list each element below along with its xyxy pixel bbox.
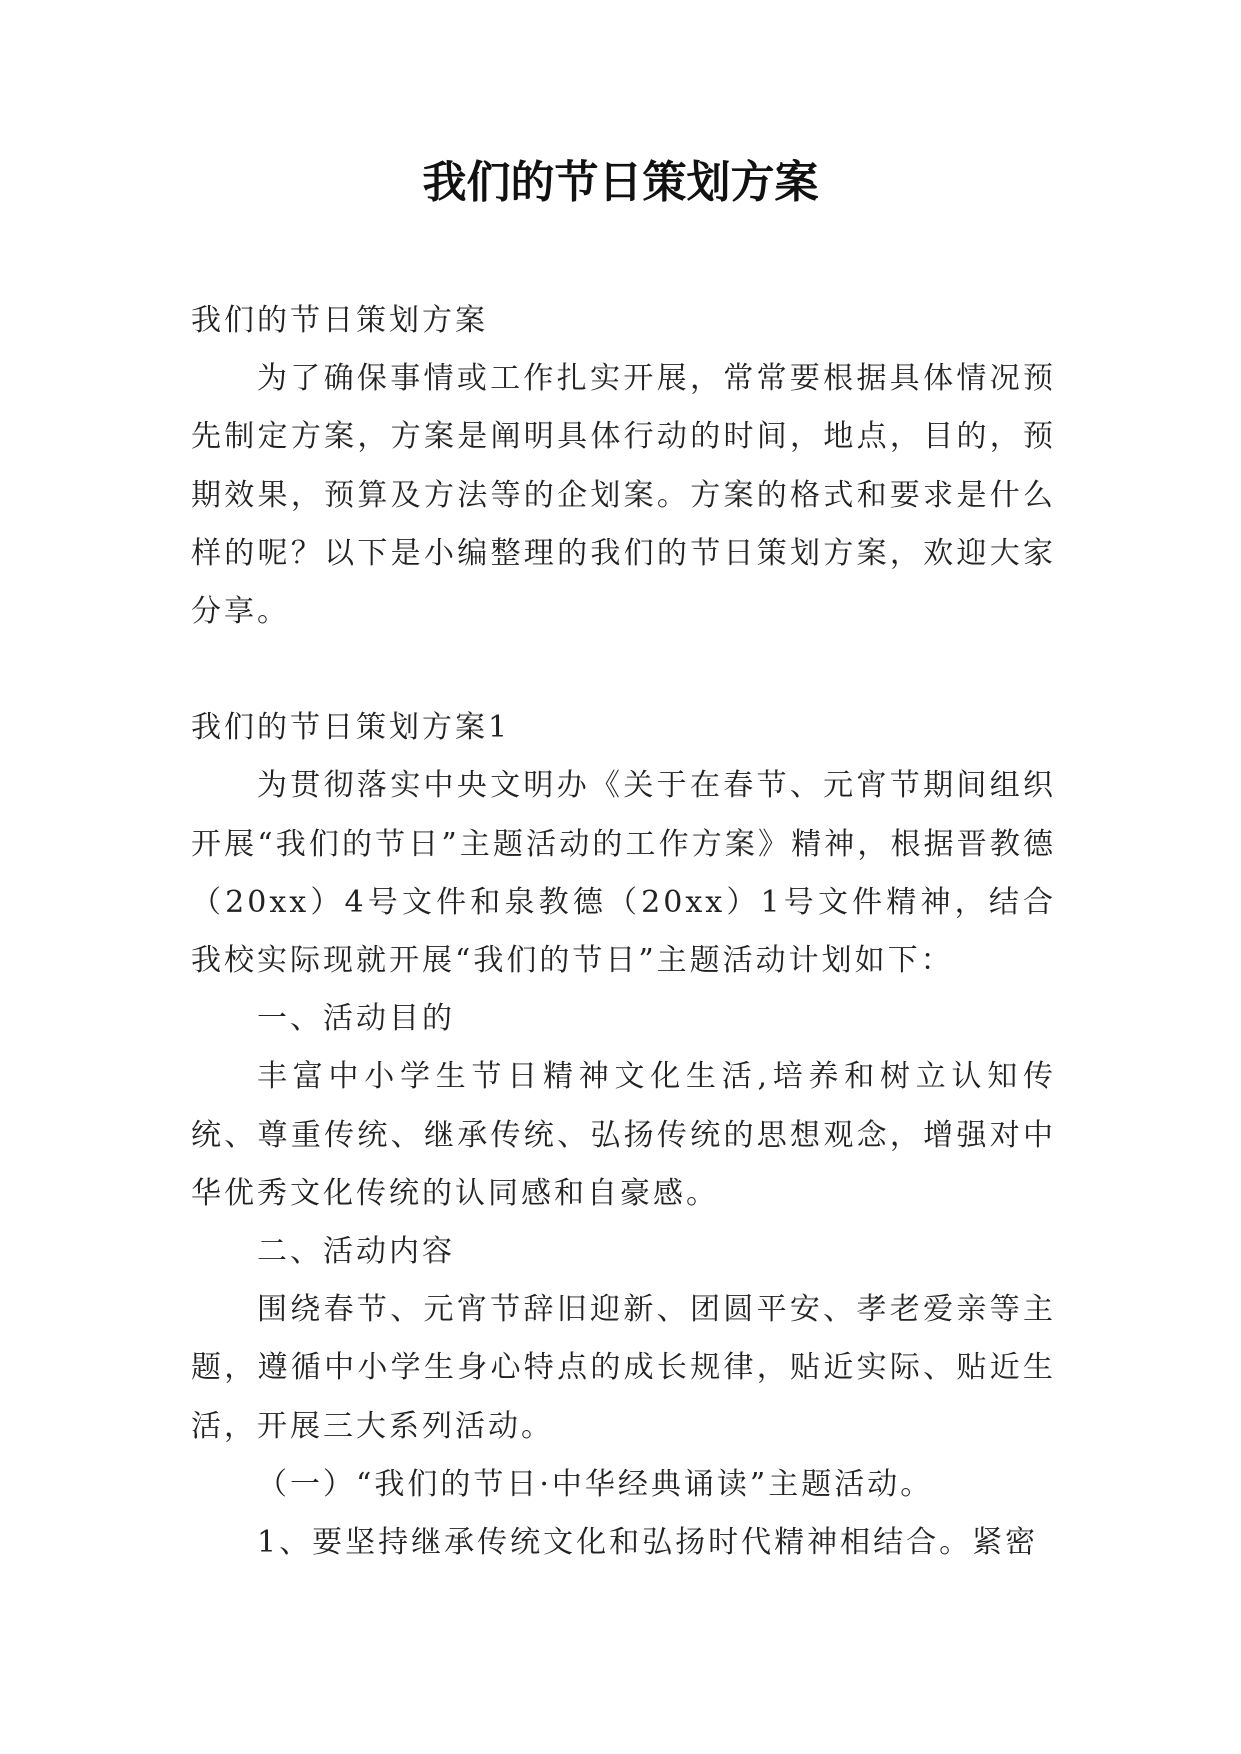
- intro-paragraph: 为了确保事情或工作扎实开展，常常要根据具体情况预先制定方案，方案是阐明具体行动的时间，地点，目的，预期效果，预算及方法等的企划案。方案的格式和要求是什么样的呢？以下是小编整理的我们的节日策划方案，欢迎大家分享。: [191, 361, 1056, 630]
- document-title: 我们的节日策划方案: [422, 157, 819, 208]
- paragraph-spacer: [191, 641, 1056, 699]
- document-body: [191, 292, 1056, 1572]
- body-paragraph: 围绕春节、元宵节辞旧迎新、团圆平安、孝老爱亲等主题，遵循中小学生身心特点的成长规律，贴近实际、贴近生活，开展三大系列活动。: [191, 1292, 1056, 1444]
- body-paragraph: 为贯彻落实中央文明办《关于在春节、元宵节期间组织开展“我们的节日”主题活动的工作方案》精神，根据晋教德（20xx）4号文件和泉教德（20xx）1号文件精神，结合我校实际现就开展“我们的节日”主题活动计划如下：: [191, 768, 1056, 979]
- subsection-heading: 二、活动内容: [257, 1234, 455, 1270]
- subsection-heading: 一、活动目的: [257, 1001, 455, 1037]
- subsection-heading: （一）“我们的节日·中华经典诵读”主题活动。: [257, 1466, 934, 1502]
- body-paragraph: 丰富中小学生节日精神文化生活,培养和树立认知传统、尊重传统、继承传统、弘扬传统的思想观念，增强对中华优秀文化传统的认同感和自豪感。: [191, 1059, 1056, 1211]
- section-heading: 我们的节日策划方案: [191, 303, 488, 338]
- body-paragraph: 1、要坚持继承传统文化和弘扬时代精神相结合。紧密: [257, 1525, 1039, 1561]
- section-heading: 我们的节日策划方案1: [191, 710, 511, 746]
